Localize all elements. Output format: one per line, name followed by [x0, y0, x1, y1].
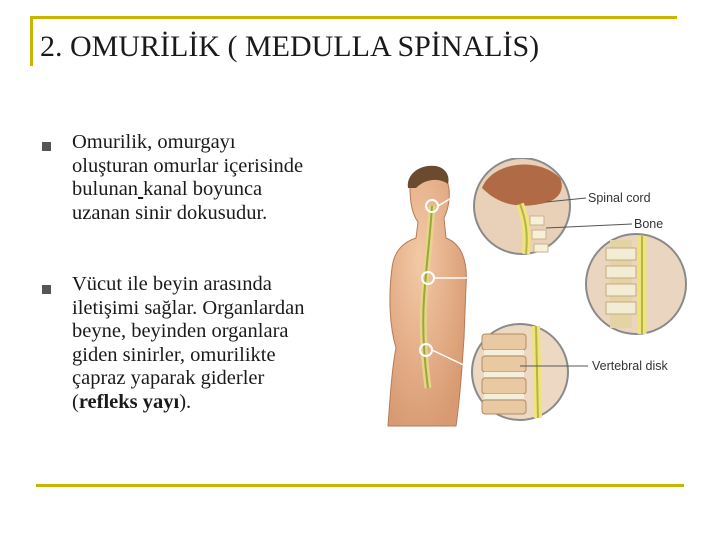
bullet-marker [42, 285, 51, 294]
bullet-2-paren-open: ( [72, 390, 79, 413]
bullet-2-line-3: beyne, beyinden organlara [72, 320, 289, 342]
bullet-2-bold-term: refleks yayı [78, 390, 180, 413]
title-frame-left-line [30, 16, 33, 66]
label-vertebral-disk: Vertebral disk [592, 359, 668, 373]
neck-cross-section-inset [474, 158, 570, 254]
vertebral-disk-inset [472, 324, 568, 420]
bullet-1-line-1: Omurilik, omurgayı [72, 131, 236, 153]
bullet-1-line-3b: kanal boyunca [143, 178, 263, 200]
bullet-2-line-4: giden sinirler, omurilikte [72, 343, 276, 366]
bullet-2-line-5: çapraz yaparak giderler [72, 367, 265, 389]
slide-title: 2. OMURİLİK ( MEDULLA SPİNALİS) [40, 30, 540, 63]
spinal-anatomy-illustration [370, 158, 690, 430]
bullet-1-line-3 [72, 178, 372, 202]
bullet-1-line-2: oluşturan omurlar içerisinde [72, 154, 304, 177]
bullet-text-2 [72, 273, 372, 414]
bullet-1-line-3a: bulunan [72, 178, 139, 200]
bullet-2-paren-close: ). [179, 390, 192, 413]
bullet-2-line-6 [72, 391, 372, 415]
bullet-text-1 [72, 131, 372, 225]
bullet-marker [42, 142, 51, 151]
bullet-2-line-2: iletişimi sağlar. Organlardan [72, 296, 305, 319]
human-torso-figure [388, 166, 466, 426]
bullet-2-line-1: Vücut ile beyin arasında [72, 273, 272, 295]
bottom-rule [36, 484, 684, 487]
title-frame-top-line [30, 16, 677, 19]
label-bone: Bone [634, 217, 664, 231]
label-spinal-cord: Spinal cord [588, 191, 651, 205]
spinal-column-inset [586, 234, 686, 334]
bullet-1-line-4: uzanan sinir dokusudur. [72, 201, 268, 224]
